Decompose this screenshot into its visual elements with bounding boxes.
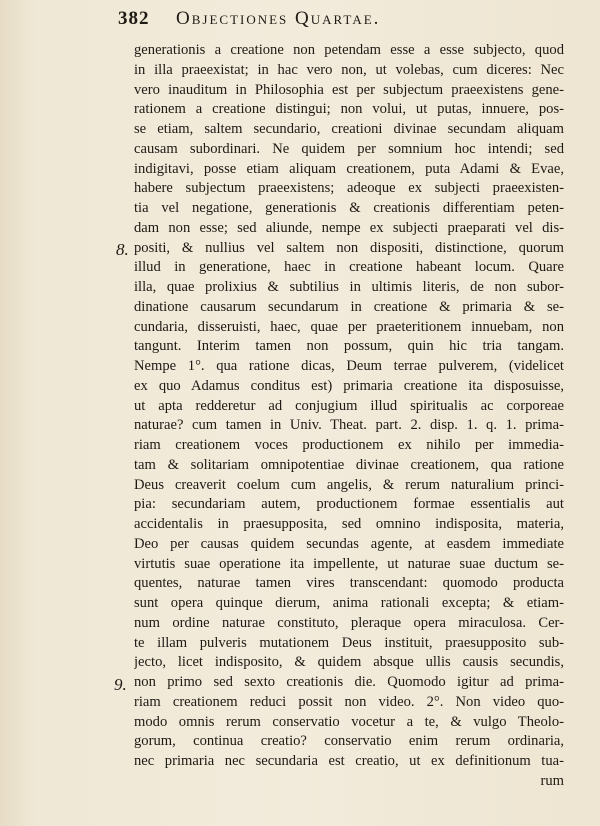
text-line: accidentalis in praesupposita, sed omnino indisposita, materia,: [134, 516, 564, 532]
text-line: non primo sed sexto creationis die. Quomodo igitur ad prima-: [134, 674, 564, 690]
text-line: Deus creaverit coelum cum angelis, & rerum naturalium princi-: [134, 476, 564, 493]
page-header: [118, 8, 578, 34]
text-line: tam & solitariam omnipotentiae divinae creationem, qua ratione: [134, 456, 564, 473]
text-line: te illam pulveris mutationem Deus instituit, praesupposito sub-: [134, 634, 564, 651]
text-line: dam non esse; sed aliunde, nempe ex subjecti praeparati vel dis-: [134, 219, 564, 236]
text-line: ex quo Adamus conditus est) primaria creatione ita disposuisse,: [134, 377, 564, 394]
text-line: causam subordinari. Ne quidem per somnium hoc intendi; sed: [134, 140, 564, 157]
text-line: jecto, licet indisposito, & quidem absque ullis causis secundis,: [134, 654, 564, 671]
text-line: indigitavi, posse etiam aliquam creationem, puta Adami & Evae,: [134, 160, 564, 177]
text-line: habere subjectum praeexistens; adeoque ex subjecti praeexisten-: [134, 180, 564, 197]
text-line: cundaria, disseruisti, haec, quae per praeteritionem innuebam, non: [134, 318, 564, 335]
text-line: vero inauditum in Philosophia est per subjectum praeexistens gene-: [134, 81, 564, 98]
text-line: positi, & nullius vel saltem non dispositi, distinctione, quorum: [134, 239, 564, 256]
text-line: gorum, continua creatio? conservatio enim rerum ordinaria,: [134, 733, 564, 750]
text-line: illa, quae prolixius & subtilius in ultimis literis, de non subor-: [134, 279, 564, 295]
body-text: [134, 41, 564, 792]
running-title: Objectiones Quartae.: [176, 8, 381, 29]
text-line: quentes, naturae tamen vires transcendant: quomodo producta: [134, 575, 564, 592]
margin-note-9: 9.: [114, 675, 127, 694]
text-line: naturae? cum tamen in Univ. Theat. part. 2. disp. 1. q. 1. prima-: [134, 417, 564, 434]
text-line: virtutis suae operatione ita impellente, ut naturae suae ductum se-: [134, 555, 564, 572]
text-line: Nempe 1°. qua ratione dicas, Deum terrae pulverem, (videlicet: [134, 358, 564, 374]
text-line: rationem a creatione distingui; non volui, ut putas, innuere, pos-: [134, 101, 564, 118]
text-line: modo omnis rerum conservatio vocetur a te, & vulgo Theolo-: [134, 713, 564, 730]
text-line: ut apta redderetur ad conjugium illud spiritualis ac corporeae: [134, 397, 564, 414]
text-line: generationis a creatione non petendam esse a esse subjecto, quod: [134, 42, 564, 58]
text-line: in illa praeexistat; in hac vero non, ut volebas, cum diceres: Nec: [134, 61, 564, 78]
margin-note-8: 8.: [116, 240, 129, 259]
text-line: tia vel negatione, generationis & creationis differentiam peten-: [134, 200, 564, 216]
text-line: illud in generatione, haec in creatione habeant locum. Quare: [134, 259, 564, 276]
text-line: num ordine naturae constituto, pleraque opera miraculosa. Cer-: [134, 614, 564, 631]
text-line: pia: secundariam autem, productionem formae essentialis aut: [134, 496, 564, 513]
text-line: sunt opera quinque dierum, anima rationali excepta; & etiam-: [134, 595, 564, 611]
text-line: riam creationem reduci possit non video. 2°. Non video quo-: [134, 693, 564, 710]
text-line: tangunt. Interim tamen non possum, quin hic tria tangam.: [134, 338, 564, 355]
page-number: 382: [118, 8, 150, 29]
text-line: Deo per causas quidem secundas agente, at easdem immediate: [134, 535, 564, 552]
text-line: dinatione causarum secundarum in creatione & primaria & se-: [134, 298, 564, 315]
text-line: riam creationem voces productionem ex nihilo per immedia-: [134, 437, 564, 453]
text-line: se etiam, saltem secundario, creationi divinae secundam aliquam: [134, 121, 564, 137]
text-line: nec primaria nec secundaria est creatio, ut ex definitionum tua-: [134, 753, 564, 769]
catchword: rum: [540, 772, 564, 789]
